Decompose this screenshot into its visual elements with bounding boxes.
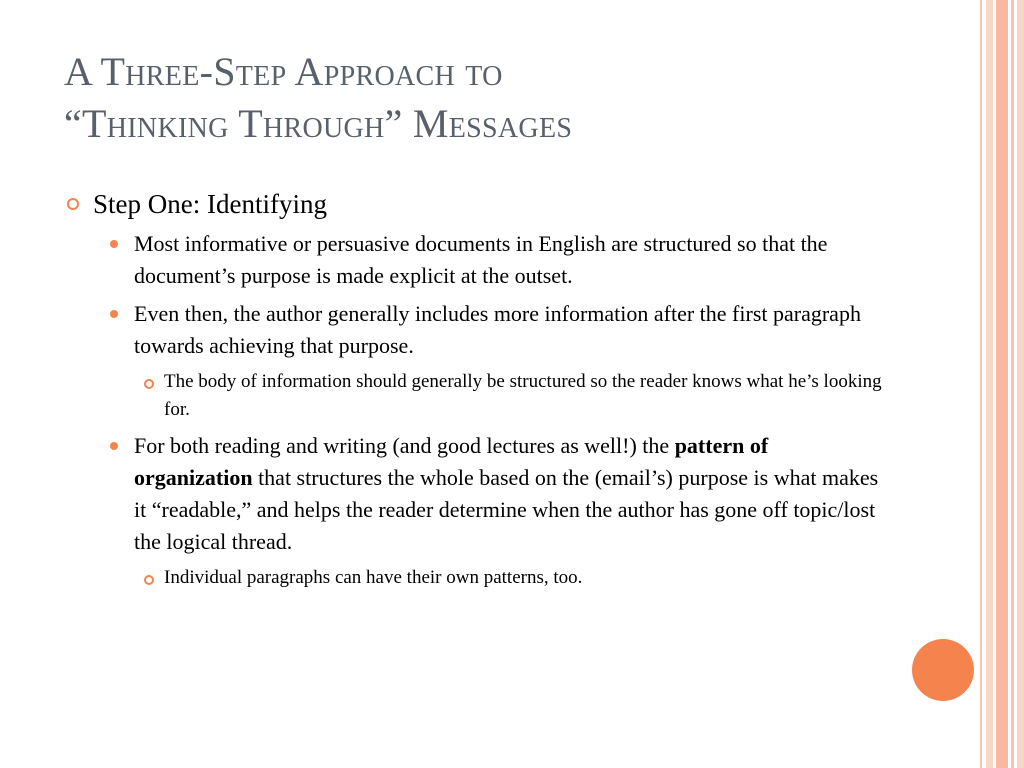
bullet-text-pre: For both reading and writing (and good lectures as well!) the [134,433,675,458]
dot-bullet-icon [110,442,118,450]
bullet-level3 [142,368,886,424]
dot-bullet-icon [110,240,118,248]
bold-term: pattern of organization [134,433,769,490]
sub-bullet-text: The body of information should generally be structured so the reader knows what he’s looking for. [164,371,882,420]
title-line-1: A Three-Step Approach to [64,49,503,94]
bullet-level2 [106,430,886,558]
stripe [980,0,982,768]
bullet-text: Most informative or persuasive documents in English are structured so that the document’s purpose is made explicit at the outset. [134,231,828,288]
slide-title [64,46,924,150]
bullet-level2 [106,228,886,292]
ring-bullet-icon [144,379,154,389]
stripe [986,0,993,768]
decorative-circle [912,639,974,701]
title-line-2: “Thinking Through” Messages [64,101,573,146]
stripe [1017,0,1024,768]
bullet-text-post: that structures the whole based on the (email’s) purpose is what makes it “readable,” and helps the reader determine when the author has gone off topic/lost the logical thread. [134,465,879,554]
decorative-stripes [980,0,1024,768]
bullet-text: Even then, the author generally includes more information after the first paragraph towards achieving that purpose. [134,301,861,358]
slide-content [66,186,886,598]
ring-bullet-icon [144,575,154,585]
sub-bullet-text: Individual paragraphs can have their own patterns, too. [164,567,583,588]
step-heading: Step One: Identifying [93,189,327,219]
dot-bullet-icon [110,310,118,318]
bullet-level1 [66,186,886,222]
bullet-level2 [106,298,886,362]
bullet-level3 [142,564,886,592]
stripe [1011,0,1014,768]
ring-bullet-icon [67,198,79,210]
stripe [996,0,1008,768]
